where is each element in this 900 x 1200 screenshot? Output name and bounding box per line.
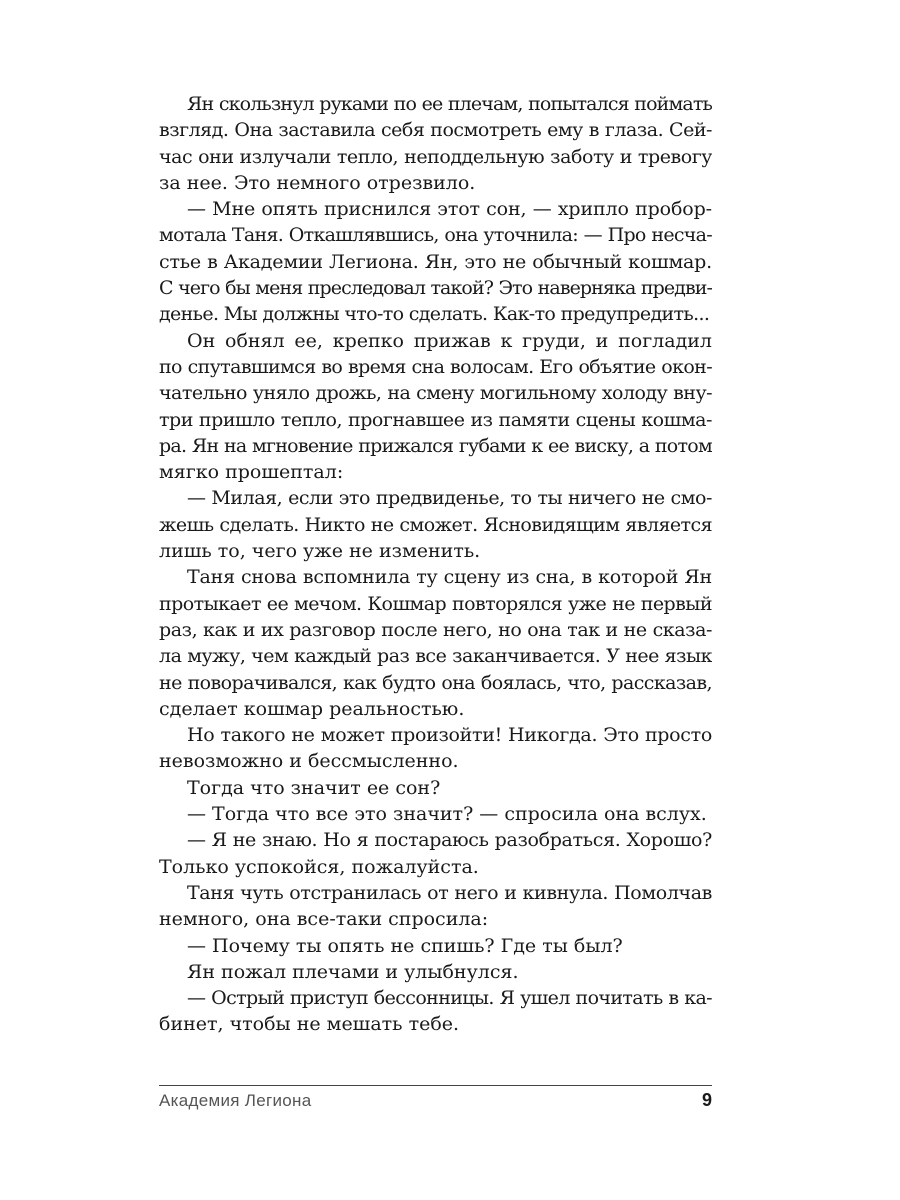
text-line: — Почему ты опять не спишь? Где ты был? xyxy=(187,934,623,957)
text-line: сделает кошмар реальностью. xyxy=(159,697,465,720)
text-line: час они излучали тепло, неподдельную заботу и тревогу xyxy=(159,145,712,168)
text-line: Ян пожал плечами и улыбнулся. xyxy=(187,960,519,983)
text-line: немного, она все-таки спросила: xyxy=(159,908,489,931)
text-line: денье. Мы должны что-то сделать. Как-то предупредить... xyxy=(159,303,710,326)
text-line: невозможно и бессмысленно. xyxy=(159,750,459,773)
text-line: Только успокойся, пожалуйста. xyxy=(159,855,479,878)
text-line: ра. Ян на мгновение прижался губами к ее виску, а потом xyxy=(159,434,712,457)
text-line: жешь сделать. Никто не сможет. Ясновидящим является xyxy=(159,513,712,536)
body-text xyxy=(159,91,712,1038)
text-line: — Мне опять приснился этот сон, — хрипло пробор- xyxy=(187,198,712,221)
text-line: за нее. Это немного отрезвило. xyxy=(159,171,476,194)
text-line: раз, как и их разговор после него, но она так и не сказа- xyxy=(159,618,712,641)
text-line: — Милая, если это предвиденье, то ты ничего не смо- xyxy=(187,487,712,510)
text-line: ла мужу, чем каждый раз все заканчивается. У нее язык xyxy=(159,645,712,668)
text-line: С чего бы меня преследовал такой? Это наверняка предви- xyxy=(159,277,712,300)
text-line: три пришло тепло, прогнавшее из памяти сцены кошма- xyxy=(159,408,712,431)
text-line: не поворачивался, как будто она боялась, что, рассказав, xyxy=(159,671,712,694)
text-line: бинет, чтобы не мешать тебе. xyxy=(159,1013,460,1036)
text-line: — Тогда что все это значит? — спросила она вслух. xyxy=(187,803,707,826)
text-line: мотала Таня. Откашлявшись, она уточнила: — Про несча- xyxy=(159,224,712,247)
text-line: чательно уняло дрожь, на смену могильному холоду вну- xyxy=(159,382,712,405)
text-line: — Я не знаю. Но я постараюсь разобраться. Хорошо? xyxy=(187,829,712,852)
text-line: — Острый приступ бессонницы. Я ушел почитать в ка- xyxy=(187,987,712,1010)
text-line: Он обнял ее, крепко прижав к груди, и погладил xyxy=(187,329,712,352)
text-line: стье в Академии Легиона. Ян, это не обычный кошмар. xyxy=(159,250,712,273)
footer-divider xyxy=(159,1085,712,1086)
text-line: Ян скользнул руками по ее плечам, попытался поймать xyxy=(187,93,712,115)
text-line: мягко прошептал: xyxy=(159,461,344,484)
text-line: Таня снова вспомнила ту сцену из сна, в которой Ян xyxy=(187,566,712,589)
text-line: взгляд. Она заставила себя посмотреть ему в глаза. Сей- xyxy=(159,119,712,142)
text-line: Тогда что значит ее сон? xyxy=(187,776,441,799)
page-number: 9 xyxy=(701,1090,712,1110)
text-line: лишь то, чего уже не изменить. xyxy=(159,540,481,563)
text-line: протыкает ее мечом. Кошмар повторялся уже не первый xyxy=(159,592,712,615)
running-footer-title: Академия Легиона xyxy=(159,1091,312,1110)
text-line: по спутавшимся во время сна волосам. Его объятие окон- xyxy=(159,355,712,378)
text-line: Но такого не может произойти! Никогда. Это просто xyxy=(187,724,712,747)
text-line: Таня чуть отстранилась от него и кивнула. Помолчав xyxy=(187,881,712,904)
